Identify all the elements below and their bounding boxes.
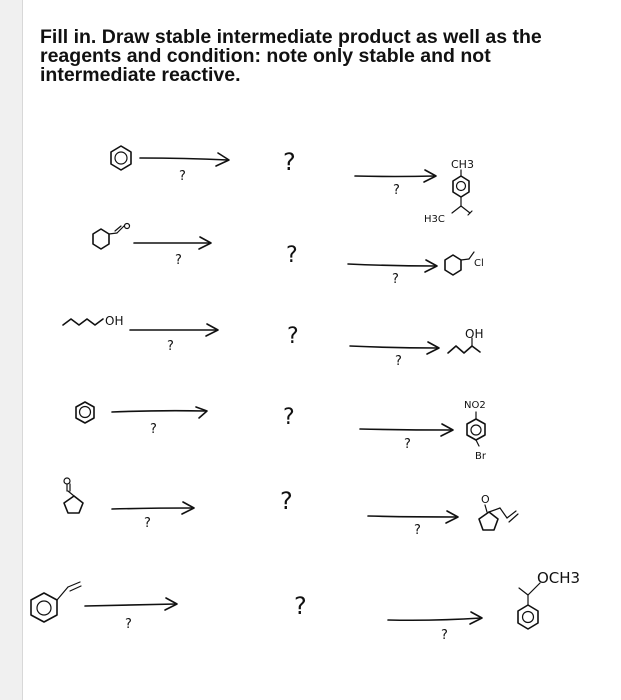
intermediate-placeholder: ?	[294, 592, 307, 620]
reaction-arrow	[85, 604, 176, 606]
cyclopentane-aldehyde-molecule	[64, 478, 83, 513]
reagent-placeholder: ?	[414, 523, 421, 538]
intermediate-placeholder: ?	[280, 487, 293, 515]
title-line-1: Fill in. Draw stable intermediate product as well as the	[40, 26, 542, 48]
product-label: NO2	[464, 400, 486, 411]
reagent-placeholder: ?	[441, 628, 448, 643]
product-molecule	[464, 400, 487, 462]
reaction-row-6	[31, 569, 580, 643]
title-line-3: intermediate reactive.	[40, 64, 241, 86]
reagent-placeholder: ?	[125, 617, 132, 632]
reaction-arrow	[348, 264, 436, 266]
reagent-placeholder: ?	[392, 272, 399, 287]
intermediate-placeholder: ?	[287, 324, 299, 349]
reaction-arrow	[388, 618, 481, 620]
arrow-head	[196, 407, 207, 418]
reaction-row-3	[63, 314, 483, 369]
reagent-placeholder: ?	[179, 169, 186, 184]
reagent-placeholder: ?	[167, 339, 174, 354]
reaction-row-4	[76, 400, 487, 462]
reaction-arrow	[112, 411, 206, 412]
reaction-row-1	[111, 146, 474, 225]
intermediate-placeholder: ?	[286, 243, 298, 268]
reagent-placeholder: ?	[175, 253, 182, 268]
benzene-molecule	[76, 402, 94, 423]
product-molecule	[448, 327, 483, 353]
aldehyde-molecule	[93, 224, 130, 250]
styrene-molecule	[31, 582, 81, 622]
alcohol-molecule	[63, 314, 123, 328]
reagent-placeholder: ?	[393, 183, 400, 198]
starting-material-label: OH	[105, 314, 124, 328]
reaction-arrow	[140, 158, 228, 160]
product-molecule	[445, 252, 484, 275]
product-label: OCH3	[537, 569, 581, 587]
title-line-2: reagents and condition: note only stable and not	[40, 45, 491, 67]
product-molecule	[518, 569, 580, 629]
benzene-molecule	[111, 146, 131, 170]
reaction-row-2	[93, 224, 484, 288]
reaction-arrow	[368, 516, 457, 517]
reagent-placeholder: ?	[150, 422, 157, 437]
product-label: H3C	[424, 214, 445, 225]
product-molecule	[479, 493, 518, 530]
intermediate-placeholder: ?	[283, 405, 295, 430]
intermediate-placeholder: ?	[283, 148, 296, 176]
product-label: OH	[465, 327, 484, 341]
product-label: Cl	[474, 258, 484, 269]
reagent-placeholder: ?	[404, 437, 411, 452]
reaction-arrow	[355, 176, 435, 177]
reaction-row-5	[64, 478, 518, 538]
product-label: Br	[475, 451, 486, 462]
reaction-arrow	[112, 508, 193, 509]
reagent-placeholder: ?	[144, 516, 151, 531]
reaction-arrow	[360, 429, 452, 430]
reagent-placeholder: ?	[395, 354, 402, 369]
product-label: O	[481, 493, 490, 506]
product-molecule	[424, 158, 474, 225]
product-label: CH3	[451, 158, 474, 171]
reaction-arrow	[350, 346, 438, 348]
